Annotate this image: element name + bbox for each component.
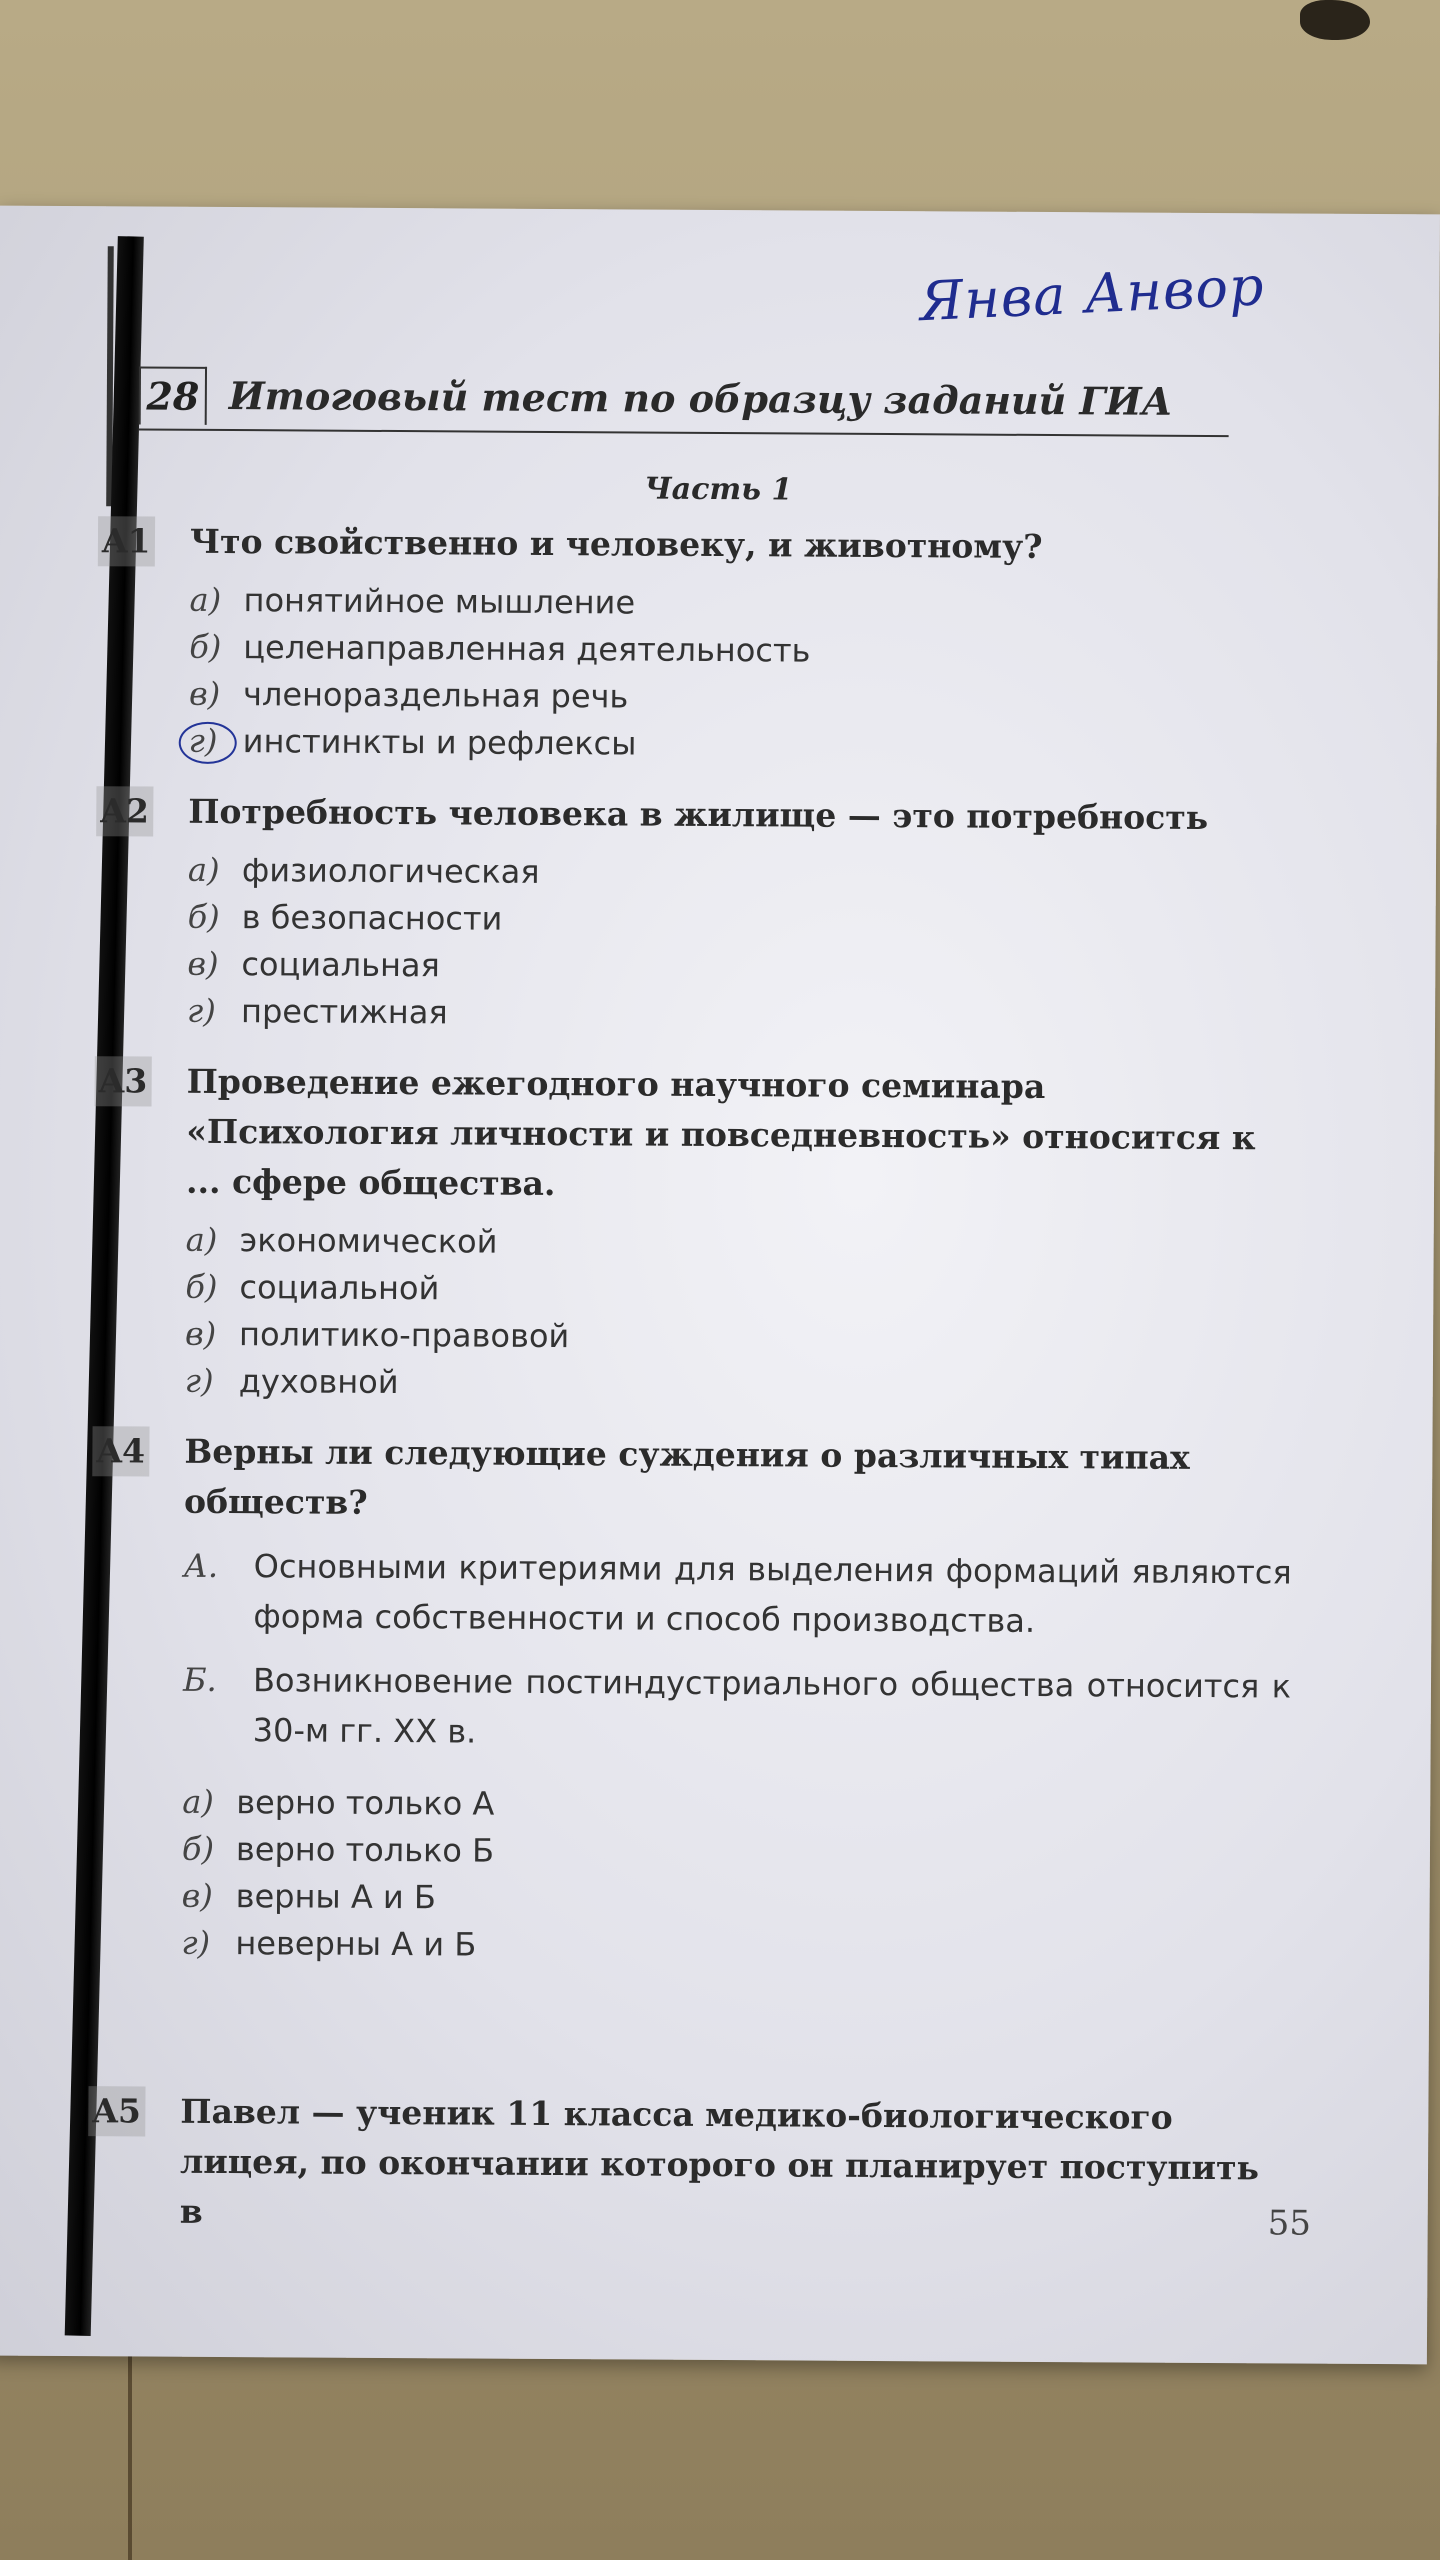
option-letter: б) bbox=[189, 627, 222, 666]
option-letter: а) bbox=[187, 850, 220, 889]
question-a4 bbox=[89, 1426, 1292, 1973]
option-text: социальная bbox=[241, 945, 440, 985]
question-text: Проведение ежегодного научного семинара «Психология личности и повседневность» относится к ... сфере общества. bbox=[185, 1061, 1256, 1204]
option-letter: б) bbox=[187, 897, 220, 936]
handwritten-signature: Янва Анвор bbox=[918, 254, 1266, 334]
question-text: Что свойственно и человеку, и животному? bbox=[189, 521, 1043, 566]
option-letter: а) bbox=[189, 580, 222, 619]
part-title: Часть 1 bbox=[644, 471, 793, 508]
lesson-number: 28 bbox=[139, 366, 207, 424]
option-text: целенаправленная деятельность bbox=[243, 628, 811, 670]
option-text: престижная bbox=[240, 992, 448, 1032]
option-letter: в) bbox=[188, 674, 221, 713]
answer-option[interactable] bbox=[182, 1826, 1290, 1880]
statement-b bbox=[183, 1655, 1292, 1762]
lesson-header bbox=[139, 366, 1229, 437]
option-letter: г) bbox=[186, 991, 216, 1030]
page-number: 55 bbox=[1267, 2203, 1312, 2244]
option-text: понятийное мышление bbox=[243, 581, 636, 622]
option-text: членораздельная речь bbox=[242, 675, 629, 716]
pen-circle-mark bbox=[179, 722, 237, 764]
question-a5-text bbox=[88, 2086, 1289, 2243]
answer-option[interactable] bbox=[189, 671, 1297, 725]
answer-option[interactable] bbox=[188, 894, 1296, 948]
answer-option[interactable] bbox=[187, 988, 1295, 1042]
statement-text: Основными критериями для выделения формаций являются форма собственности и способ производства. bbox=[253, 1547, 1292, 1640]
option-letter: а) bbox=[185, 1220, 218, 1259]
option-letter: г) bbox=[184, 1361, 214, 1400]
option-letter: б) bbox=[185, 1267, 218, 1306]
question-number: A1 bbox=[98, 516, 155, 566]
question-a1 bbox=[97, 516, 1298, 771]
answer-option[interactable] bbox=[189, 624, 1297, 678]
question-text: Потребность человека в жилище — это потребность bbox=[188, 791, 1209, 837]
question-number: A3 bbox=[95, 1056, 152, 1106]
answer-option[interactable] bbox=[186, 1217, 1294, 1271]
answer-option-selected[interactable] bbox=[189, 718, 1297, 772]
table-seam bbox=[128, 2350, 132, 2560]
question-a4-text bbox=[92, 1426, 1293, 1533]
answer-option[interactable] bbox=[187, 941, 1295, 995]
option-letter: в) bbox=[181, 1876, 213, 1915]
answer-option[interactable] bbox=[185, 1358, 1293, 1412]
option-letter: в) bbox=[185, 1314, 217, 1353]
statement-letter: Б. bbox=[182, 1660, 217, 1699]
question-number: A4 bbox=[92, 1426, 149, 1476]
option-text: верно только Б bbox=[235, 1830, 495, 1870]
option-text: верны А и Б bbox=[235, 1877, 437, 1917]
workbook-page bbox=[0, 206, 1440, 2365]
statement-letter: А. bbox=[183, 1546, 219, 1585]
option-letter: г) bbox=[188, 721, 218, 760]
option-text: политико-правовой bbox=[239, 1315, 570, 1356]
question-text: Павел — ученик 11 класса медико-биологического лицея, по окончании которого он планирует поступить в bbox=[179, 2091, 1260, 2231]
option-letter: б) bbox=[181, 1829, 215, 1868]
lesson-title: Итоговый тест по образцу заданий ГИА bbox=[228, 373, 1173, 424]
answer-option[interactable] bbox=[185, 1264, 1293, 1318]
option-text: физиологическая bbox=[241, 851, 540, 891]
answer-option[interactable] bbox=[182, 1873, 1290, 1927]
question-a2-text bbox=[96, 786, 1296, 843]
answer-options bbox=[187, 847, 1296, 1042]
answer-option[interactable] bbox=[188, 847, 1296, 901]
question-a3 bbox=[93, 1056, 1295, 1411]
option-letter: в) bbox=[187, 944, 219, 983]
answer-option[interactable] bbox=[185, 1311, 1293, 1365]
answer-options bbox=[189, 577, 1298, 772]
option-text: экономической bbox=[239, 1221, 498, 1261]
question-number: A5 bbox=[88, 2086, 145, 2136]
ink-blot bbox=[1300, 0, 1370, 40]
answer-option[interactable] bbox=[181, 1920, 1289, 1974]
answer-option[interactable] bbox=[182, 1779, 1290, 1833]
question-a5 bbox=[88, 2086, 1289, 2243]
answer-option[interactable] bbox=[189, 577, 1297, 631]
option-text: социальной bbox=[239, 1268, 440, 1308]
question-a3-text bbox=[94, 1056, 1295, 1213]
option-text: инстинкты и рефлексы bbox=[242, 722, 637, 763]
statement-text: Возникновение постиндустриального общества относится к 30-м гг. XX в. bbox=[252, 1661, 1292, 1751]
question-a1-text bbox=[98, 516, 1298, 573]
question-text: Верны ли следующие суждения о различных типах обществ? bbox=[183, 1431, 1190, 1522]
statement-a bbox=[183, 1541, 1292, 1648]
option-text: духовной bbox=[238, 1362, 399, 1402]
answer-options bbox=[181, 1779, 1290, 1974]
option-text: верно только А bbox=[236, 1783, 495, 1823]
option-text: неверны А и Б bbox=[235, 1924, 477, 1964]
option-text: в безопасности bbox=[241, 898, 503, 938]
question-a2 bbox=[95, 786, 1296, 1041]
answer-options bbox=[185, 1217, 1294, 1412]
option-letter: а) bbox=[182, 1782, 214, 1821]
question-number: A2 bbox=[96, 786, 153, 836]
option-letter: г) bbox=[181, 1923, 211, 1962]
